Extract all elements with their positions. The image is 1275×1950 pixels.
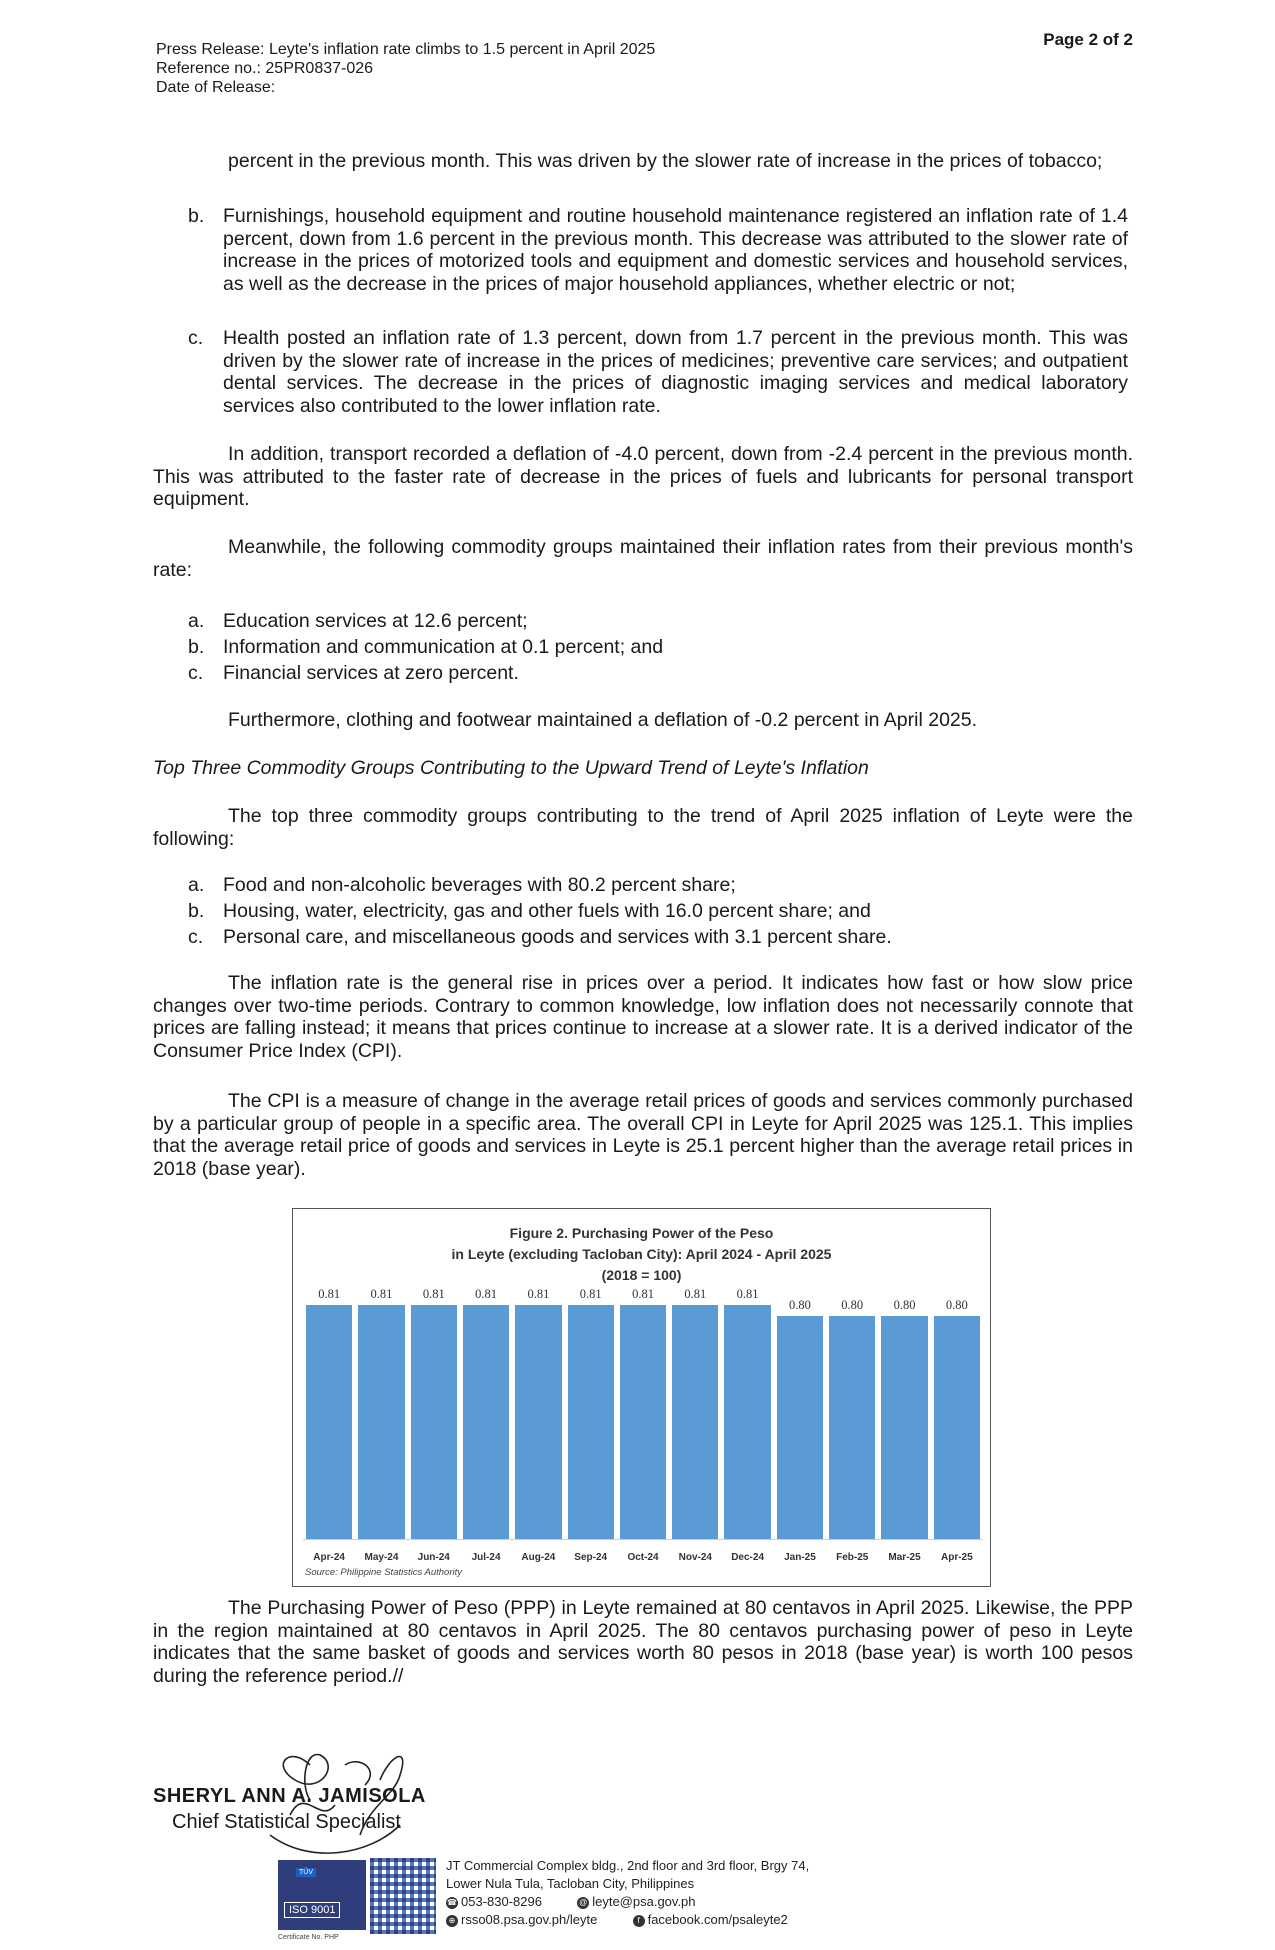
- list-item: [188, 205, 1133, 325]
- data-label: 0.80: [788, 1298, 811, 1312]
- chart-bar: [881, 1316, 927, 1539]
- list-text: Food and non-alcoholic beverages with 80.2 percent share;: [223, 874, 736, 896]
- contact-row: [446, 1893, 809, 1911]
- section-heading: Top Three Commodity Groups Contributing to the Upward Trend of Leyte's Inflation: [153, 757, 869, 779]
- list-marker: c.: [188, 327, 204, 349]
- data-label: 0.81: [318, 1287, 341, 1301]
- phone-icon: ☎: [447, 1897, 457, 1907]
- top3-paragraph: The top three commodity groups contributing to the trend of April 2025 inflation of Leyte were the following:: [153, 805, 1133, 850]
- chart-bar: [358, 1305, 404, 1539]
- facebook-icon: f: [633, 1915, 645, 1927]
- chart-bar: [934, 1316, 980, 1539]
- signatory-title: Chief Statistical Specialist: [172, 1811, 401, 1833]
- data-label: 0.80: [945, 1298, 968, 1312]
- chart-bar: [411, 1305, 457, 1539]
- globe-icon: ⊕: [446, 1915, 458, 1927]
- x-tick-label: Jul-24: [471, 1552, 501, 1563]
- chart-bar: [568, 1305, 614, 1539]
- iso-certification-badge: [278, 1860, 366, 1930]
- page-number: Page 2 of 2: [1043, 30, 1133, 49]
- cpi-paragraph: The CPI is a measure of change in the average retail prices of goods and services commonly purchased by a particular group of people in a specific area. The overall CPI in Leyte for April 2025 was 125.1. This implies that the average retail price of goods and services in Leyte is 25.1 percent higher than the average retail prices in 2018 (base year).: [153, 1090, 1133, 1180]
- list-text: Education services at 12.6 percent;: [223, 610, 528, 632]
- chart-title-line: Figure 2. Purchasing Power of the Peso: [509, 1225, 774, 1241]
- list-text: Health posted an inflation rate of 1.3 percent, down from 1.7 percent in the previous month. This was driven by the slower rate of increase in the prices of medicines; preventive care services; and outpatient dental services. The decrease in the prices of diagnostic imaging services and medical laboratory services also contributed to the lower inflation rate.: [223, 327, 1128, 417]
- chart-bar: [306, 1305, 352, 1539]
- list-item: [188, 327, 1133, 422]
- inflation-definition-paragraph: The inflation rate is the general rise in prices over a period. It indicates how fast or how slow price changes over two-time periods. Contrary to common knowledge, low inflation does not necessarily connote that prices are falling instead; it means that prices continue to increase at a slower rate. It is a derived indicator of the Consumer Price Index (CPI).: [153, 972, 1133, 1062]
- press-release-title: Press Release: Leyte's inflation rate climbs to 1.5 percent in April 2025: [156, 41, 656, 58]
- list-marker: b.: [188, 636, 205, 658]
- list-marker: a.: [188, 874, 205, 896]
- release-date: Date of Release:: [156, 79, 276, 96]
- chart-bar: [515, 1305, 561, 1539]
- email-icon: @: [579, 1897, 588, 1907]
- x-tick-label: Jan-25: [784, 1552, 816, 1563]
- x-tick-label: Nov-24: [678, 1552, 712, 1563]
- chart-title-line: (2018 = 100): [601, 1267, 682, 1283]
- data-label: 0.80: [893, 1298, 916, 1312]
- x-tick-label: Sep-24: [574, 1552, 608, 1563]
- chart-bar: [620, 1305, 666, 1539]
- website-link[interactable]: rsso08.psa.gov.ph/leyte: [461, 1912, 598, 1927]
- address-line: JT Commercial Complex bldg., 2nd floor and 3rd floor, Brgy 74,: [446, 1858, 810, 1873]
- contact-row: [446, 1911, 809, 1929]
- chart-source: Source: Philippine Statistics Authority: [305, 1567, 463, 1578]
- data-label: 0.81: [370, 1287, 393, 1301]
- chart-bar: [672, 1305, 718, 1539]
- list-marker: b.: [188, 900, 205, 922]
- data-label: 0.81: [527, 1287, 550, 1301]
- email-link[interactable]: leyte@psa.gov.ph: [592, 1894, 696, 1909]
- phone-number: 053-830-8296: [461, 1894, 542, 1909]
- x-tick-label: Apr-24: [313, 1552, 345, 1563]
- list-marker: c.: [188, 926, 204, 948]
- x-tick-label: Apr-25: [941, 1552, 973, 1563]
- x-tick-label: Jun-24: [417, 1552, 450, 1563]
- data-label: 0.80: [841, 1298, 864, 1312]
- x-axis-line: [303, 1539, 983, 1540]
- chart-title-line: in Leyte (excluding Tacloban City): April 2024 - April 2025: [451, 1246, 832, 1262]
- qr-code-icon: [370, 1858, 436, 1934]
- data-label: 0.81: [632, 1287, 654, 1301]
- list-item: [188, 662, 1133, 686]
- list-item: [188, 636, 1133, 660]
- continued-paragraph: percent in the previous month. This was driven by the slower rate of increase in the prices of tobacco;: [228, 150, 1103, 172]
- data-label: 0.81: [579, 1287, 602, 1301]
- data-label: 0.81: [736, 1287, 759, 1301]
- facebook-link[interactable]: facebook.com/psaleyte2: [647, 1912, 788, 1927]
- ppp-bar-chart: [292, 1208, 991, 1587]
- certificate-number: Certificate No. PHP: [278, 1934, 339, 1941]
- chart-bar: [777, 1316, 823, 1539]
- list-text: Furnishings, household equipment and routine household maintenance registered an inflation rate of 1.4 percent, down from 1.6 percent in the previous month. This decrease was attributed to the slower rate of increase in the prices of motorized tools and equipment and domestic services and household services, as well as the decrease in the prices of major household appliances, whether electric or not;: [223, 205, 1128, 295]
- list-item: [188, 610, 1133, 634]
- x-tick-label: Oct-24: [627, 1552, 659, 1563]
- chart-bar: [724, 1305, 770, 1539]
- contact-block: [446, 1857, 809, 1929]
- list-marker: a.: [188, 610, 205, 632]
- list-text: Financial services at zero percent.: [223, 662, 519, 684]
- reference-number: Reference no.: 25PR0837-026: [156, 60, 374, 77]
- address-line: Lower Nula Tula, Tacloban City, Philippines: [446, 1876, 695, 1891]
- list-marker: b.: [188, 205, 205, 227]
- document-header: [156, 40, 655, 97]
- chart-bar: [829, 1316, 875, 1539]
- clothing-paragraph: Furthermore, clothing and footwear maintained a deflation of -0.2 percent in April 2025.: [228, 709, 978, 731]
- x-tick-label: Mar-25: [888, 1552, 921, 1563]
- x-tick-label: Feb-25: [836, 1552, 869, 1563]
- signatory-name: SHERYL ANN A. JAMISOLA: [153, 1785, 426, 1807]
- transport-paragraph: In addition, transport recorded a deflation of -4.0 percent, down from -2.4 percent in the previous month. This was attributed to the faster rate of decrease in the prices of fuels and lubricants for personal transport equipment.: [153, 443, 1133, 510]
- list-marker: c.: [188, 662, 204, 684]
- chart-bar: [463, 1305, 509, 1539]
- x-tick-label: Dec-24: [731, 1552, 765, 1563]
- list-item: [188, 874, 1133, 898]
- list-text: Personal care, and miscellaneous goods and services with 3.1 percent share.: [223, 926, 892, 948]
- x-tick-label: Aug-24: [521, 1552, 556, 1563]
- iso-label: ISO 9001: [284, 1902, 340, 1918]
- tuv-logo: TÜV: [296, 1868, 316, 1877]
- data-label: 0.81: [684, 1287, 707, 1301]
- meanwhile-paragraph: Meanwhile, the following commodity groups maintained their inflation rates from their previous month's rate:: [153, 536, 1133, 581]
- list-text: Information and communication at 0.1 percent; and: [223, 636, 664, 658]
- list-text: Housing, water, electricity, gas and other fuels with 16.0 percent share; and: [223, 900, 871, 922]
- ppp-paragraph: The Purchasing Power of Peso (PPP) in Leyte remained at 80 centavos in April 2025. Likewise, the PPP in the region maintained at 80 centavos in April 2025. The 80 centavos purchasing power of peso in Leyte indicates that the same basket of goods and services worth 80 pesos in 2018 (base year) is worth 100 pesos during the reference period.//: [153, 1597, 1133, 1687]
- list-item: [188, 900, 1133, 924]
- x-tick-label: May-24: [364, 1552, 399, 1563]
- data-label: 0.81: [422, 1287, 445, 1301]
- data-label: 0.81: [475, 1287, 497, 1301]
- list-item: [188, 926, 1133, 950]
- chart-title: [293, 1223, 990, 1286]
